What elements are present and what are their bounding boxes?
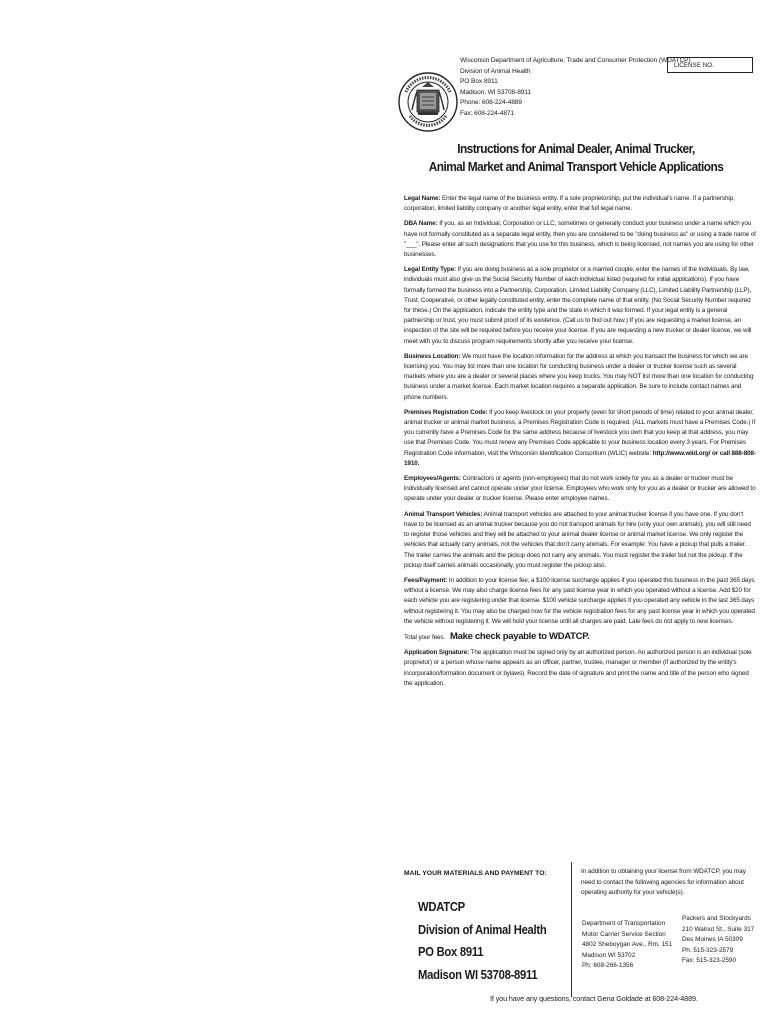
section-label: Legal Entity Type:	[404, 266, 457, 274]
dot-line: Department of Transportation	[582, 920, 666, 927]
dot-line: Madison WI 53702	[582, 951, 636, 959]
section-label: Fees/Payment:	[404, 576, 448, 584]
section-text: Animal transport vehicles are attached to your animal trucker license if you have one. If you don't have to be licensed as an animal trucker because you do not transport animals for hire (only your own animals), you will still need to register those vehicles and they will be attached to your animal dealer license or animal market license. We only register the vehicles that actually carry animals, not the vehicles that don't carry animals. For example: You have a pickup that pulls a trailer. The trailer carries the animals and the pickup does not carry any animals. You must register the trailer but not the pickup. If the pickup itself carries animals occasionally, you must register the pickup also.	[404, 510, 751, 569]
section-fees	[404, 576, 756, 627]
section-business-location	[404, 352, 756, 403]
section-text: If you keep livestock on your property (even for short periods of time) related to your animal dealer, animal trucker or animal market business, a Premises Registration Code is required. (ALL markets must have a Premises Code.) If you currently have a Premises Code for the same address because of livestock you own that you keep at that address, you may use that Premises Code. You must renew any Premises Code applicable to your business location every 3 years. For Premises Registration Code information, visit the Wisconsin Identification Consortium (WLIC) website:	[404, 408, 756, 457]
title-line-1: Instructions for Animal Dealer, Animal Trucker,	[457, 141, 695, 156]
license-number-box[interactable]	[667, 57, 753, 73]
section-legal-entity-type	[404, 265, 756, 347]
psy-line: Fax: 515-323-2590	[682, 957, 737, 965]
section-premises	[404, 408, 756, 469]
section-total-fees	[404, 632, 756, 643]
section-text: Enter the legal name of the business entity. If a sole proprietorship, put the individual's name. If a partnership, corporation, limited liability company or another legal entity, enter that full legal name.	[404, 195, 735, 213]
agency-line: Division of Animal Health	[460, 67, 531, 75]
psy-line: Packers and Stockyards	[682, 915, 751, 922]
section-label: DBA Name:	[404, 220, 438, 228]
license-number-label: LICENSE NO.	[674, 62, 714, 69]
total-fees-label: Total your fees.	[404, 633, 446, 641]
section-text: In addition to your license fee, a $100 license surcharge applies if you operated this business in the past 365 days without a license. We may also charge license fees for any past license year in which you operated without a license. Add $20 for each vehicle you are registering under that license. $100 vehicle surcharge applies if you operated any vehicle in the last 365 days without registering it. You may also be charged now for the vehicle registration fees for any past license year in which you operated the vehicle without registering it. We will hold your license until all charges are paid. Late fees do not apply to new licenses.	[404, 576, 755, 625]
packers-stockyards-contact	[682, 914, 754, 967]
page-title	[419, 140, 732, 176]
section-dba-name	[404, 219, 756, 260]
agency-line: Wisconsin Department of Agriculture, Trade and Consumer Protection (WDATCP)	[460, 57, 691, 64]
agency-info	[460, 56, 691, 120]
mail-to-label: MAIL YOUR MATERIALS AND PAYMENT TO:	[404, 870, 547, 877]
dot-line: 4802 Sheboygan Ave., Rm. 151	[582, 941, 673, 949]
address-line: PO Box 8911	[418, 945, 484, 959]
state-seal-logo	[398, 52, 458, 152]
make-check-payable: Make check payable to WDATCP.	[450, 630, 590, 642]
address-line: WDATCP	[418, 900, 465, 914]
agency-line: Fax: 608-224-4871	[460, 109, 515, 117]
section-text: If you, as an Individual, Corporation or LLC, sometimes or generally conduct your business under a name which you have not formally constituted as a separate legal entity, then you are considered to be "doing business as" or using a trade name of "___". Please enter all such designations that you use for this business, which is being licensed, not names you are using for other businesses.	[404, 220, 756, 259]
instructions-body	[404, 194, 756, 694]
section-text: Contractors or agents (non-employees) that do not work solely for you as a dealer or trucker must be individually licensed and cannot operate under your license. Employees who work only for you as a dealer or trucker are allowed to operate under your dealer or trucker license. Please enter employee names.	[404, 475, 756, 503]
section-text: If you are doing business as a sole proprietor or a married couple, enter the names of the individuals. By law, individuals must also give us the Social Security Number of each individual listed (required for initial applications). If you have formally formed the business into a Partnership, Corporation, Limited Liability Company (LLC), Limited Liability Partnership (LLP), Trust, Cooperative, or other legally constituted entity, enter the complete name of that entity. (No Social Security Number required for these.) On the application, indicate the entity type and the state in which it was formed. If your legal entity is a general partnership or trust, you must submit proof of its existence. (Call us to find out how.) If you are requesting a market license, an inspection of the site will be required before you receive your license. If you are requesting a new trucker or dealer license, we will meet with you to discuss program requirements shortly after you receive your license.	[404, 266, 752, 345]
section-label: Employees/Agents:	[404, 475, 461, 483]
agency-line: Phone: 608-224-4889	[460, 99, 522, 107]
mailing-address	[418, 896, 546, 986]
section-vehicles	[404, 510, 756, 571]
address-line: Madison WI 53708-8911	[418, 967, 538, 982]
section-signature	[404, 648, 756, 689]
divider	[571, 862, 572, 997]
title-line-2: Animal Market and Animal Transport Vehicle Applications	[428, 159, 724, 174]
section-label: Premises Registration Code:	[404, 408, 488, 416]
section-employees	[404, 474, 756, 505]
dot-line: Motor Carrier Service Section	[582, 930, 666, 938]
section-label: Application Signature:	[404, 649, 470, 657]
section-label: Animal Transport Vehicles:	[404, 510, 483, 518]
section-text: We must have the location information for the address at which you transact the business for which we are licensing you. You may list more than one location for conducting business under a dealer or trucker license such as several markets where you are a dealer or several places where you keep trucks. You may NOT list more than one location for conducting business under a market license. Each market location requires a separate application. Be sure to include contact names and phone numbers.	[404, 352, 754, 401]
psy-line: Des Moines IA 50309	[682, 936, 743, 944]
psy-line: 210 Walnut St., Suite 317	[682, 925, 755, 933]
other-agencies-intro: In addition to obtaining your license from WDATCP, you may need to contact the following agencies for information about operating authority for your vehicle(s).	[581, 868, 746, 897]
premises-phone: or call 888-808-1910.	[404, 449, 756, 467]
agency-line: PO Box 8911	[460, 78, 498, 86]
section-label: Legal Name:	[404, 195, 441, 202]
section-legal-name	[404, 194, 756, 214]
section-text: The application must be signed only by an authorized person. An authorized person is an individual (sole proprietor) or a person whose name appears as an officer, partner, trustee, manager or member (if authorized by the entity's incorporation/formation document or bylaws). Record the date of signature and print the name and title of the person who signed the application.	[404, 649, 752, 687]
agency-line: Madison, WI 53708-8911	[460, 88, 531, 96]
wiid-website-link[interactable]: http://www.wiid.org/	[652, 449, 711, 457]
dot-line: Ph: 608-266-1356	[582, 962, 634, 970]
psy-line: Ph: 515-323-2579	[682, 946, 734, 954]
dot-contact	[582, 919, 672, 972]
contact-footer: If you have any questions, contact Gena Goldade at 608-224-4889.	[490, 994, 698, 1003]
address-line: Division of Animal Health	[418, 922, 547, 937]
section-label: Business Location:	[404, 352, 461, 360]
